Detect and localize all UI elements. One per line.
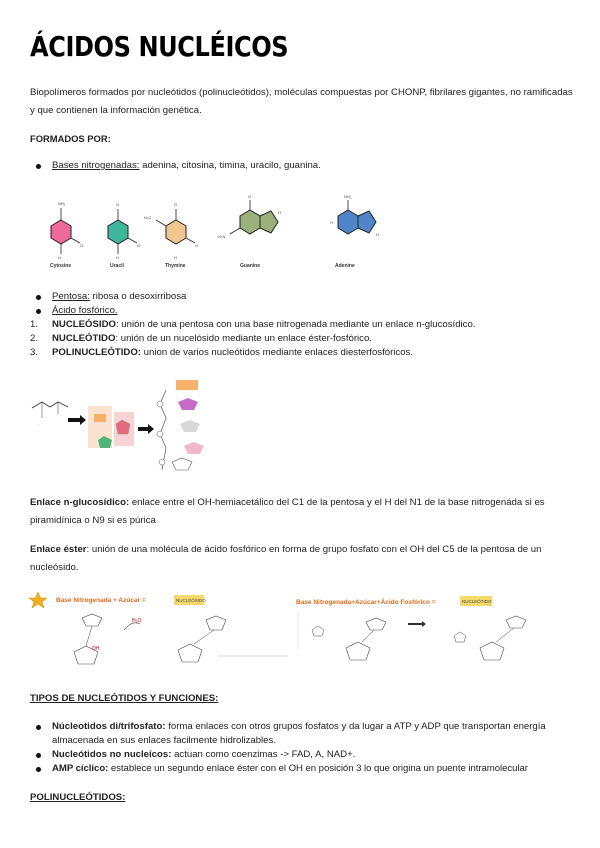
svg-text:O: O: [80, 243, 84, 248]
svg-text:H₃C: H₃C: [144, 215, 152, 220]
uracil-molecule: [108, 202, 140, 269]
nucleosido-tag: NUCLEÓSIDO: [176, 598, 206, 603]
page-title: ÁCIDOS NUCLÉICOS: [30, 30, 289, 63]
svg-text:NH₂: NH₂: [344, 194, 352, 199]
svg-text:O: O: [195, 243, 199, 248]
svg-text:O: O: [174, 202, 178, 207]
bases-label: Bases nitrogenadas:: [52, 160, 140, 171]
svg-text:NH₂: NH₂: [58, 201, 66, 206]
polynucleotide-chain: [157, 380, 204, 470]
pentosa-text: ribosa o desoxirribosa: [89, 291, 187, 302]
guanine-molecule: [218, 194, 281, 269]
bullet-icon: [36, 164, 41, 169]
glucosidico-paragraph: Enlace n-glucosídico: enlace entre el OH-hemiacetálico del C1 de la pentosa y el H del N1 de la base nitrogenáda si es piramidínica o N9 si es púrica: [30, 497, 545, 526]
svg-text:O: O: [137, 243, 141, 248]
adenine-molecule: [330, 194, 379, 269]
ester-paragraph: Enlace éster: unión de una molécula de ácido fosfórico en forma de grupo fosfato con el OH del C5 de la pentosa de un nucleósido.: [30, 544, 542, 573]
document-page: ÁCIDOS NUCLÉICOS Biopolímeros formados por nucleótidos (polinucleótidos), moléculas compuestas por CHONP, fibrilares gigantes, no ramificadas y que contienen la información genética. FORMADOS POR: Bases nitrogenadas: adenina, citosina, timina, uracilo, guanina. NH₂ O H Cytosine O O H Uracil O H₃C O H Thymine O H₂N H Guanine NH₂ H H Adenine Pentosa: ribosa o desoxirribosa Ácido fosfórico. 1. NUCLEÓSIDO: unión de una pentosa con una base nitrogenada mediante un enlace n-glucosídico. 2. NUCLEÓTIDO: unión de un nucelósido mediante un enlace éster-fosfórico. 3. POLINUCLEÓTIDO: union de varios nucleótidos mediante enlaces diesterfosfóricos. · Enlace n-glucosídico: enlace entre el OH-hemiacetálico del C1 de la pentosa y el H del N1 de la base nitrogenáda si es piramidínica o N9 si es púrica Enlace éster: unión de una molécula de ácido fosfórico en forma de grupo fosfato con el OH del C5 de la pentosa de un nucleósido. Base Nitrogenada + Azúcar = NUCLEÓSIDO OH H₂O Base Nitrogenada+Azúcar+Ácido Fosfórico = NUCLEÓTIDO TIPOS DE NUCLEÓTIDOS Y FUNCIONES: Núcleotidos di/trifosfato: forma enlaces con otros grupos fosfatos y da lugar a ATP y ADP que transportan energía almacenada en sus enlaces facilmente hidrolizables. Nucleótidos no nucleícos: actuan como coenzimas -> FAD, A, NAD+. AMP cíclico: establece un segundo enlace éster con el OH en posición 3 lo que origina un puente intramolecular POLINUCLEÓTIDOS:: [0, 0, 600, 848]
svg-text:H: H: [278, 210, 281, 215]
svg-text:O: O: [116, 202, 120, 207]
oh-label: OH: [92, 646, 100, 652]
tipos-heading: TIPOS DE NUCLEÓTIDOS Y FUNCIONES:: [30, 693, 219, 704]
left-reaction-structures: [74, 614, 288, 664]
thymine-molecule: [144, 202, 198, 269]
nucleotido-tag: NUCLEÓTIDO: [462, 599, 492, 604]
svg-text:H: H: [116, 255, 119, 260]
svg-text:H: H: [376, 232, 379, 237]
nucleotide-figure: [28, 374, 243, 484]
bullet-icon: [36, 295, 41, 300]
h2o-label: H₂O: [132, 618, 142, 624]
right-reaction-title: Base Nitrogenada+Azúcar+Ácido Fosfórico =: [296, 599, 436, 606]
svg-text:H: H: [174, 255, 177, 260]
cytosine-label: Cytosine: [50, 263, 72, 269]
uracil-label: Uracil: [110, 263, 124, 269]
pentosa-label: Pentosa:: [52, 291, 90, 302]
bullet-icon: [36, 753, 41, 758]
svg-text:·: ·: [38, 422, 40, 427]
thymine-label: Thymine: [165, 263, 186, 269]
svg-text:O: O: [248, 194, 252, 199]
left-reaction-title: Base Nitrogenada + Azúcar =: [56, 597, 146, 604]
arrow-icon: [68, 415, 86, 425]
svg-text:H₂N: H₂N: [218, 234, 226, 239]
acido-label: Ácido fosfórico.: [52, 305, 118, 316]
sugar-molecule-sketch: [32, 402, 68, 427]
right-reaction-structures: [298, 612, 526, 660]
cytosine-molecule: [50, 201, 83, 269]
arrow-icon: [408, 621, 426, 627]
bullet-icon: [36, 309, 41, 314]
bases-figure: [28, 190, 398, 272]
bullet-icon: [36, 767, 41, 772]
svg-text:H: H: [330, 220, 333, 225]
guanine-label: Guanine: [240, 263, 261, 269]
intro-paragraph: Biopolímeros formados por nucleótidos (polinucleótidos), moléculas compuestas por CHONP, fibrilares gigantes, no ramificadas y que contienen la información genética.: [30, 87, 573, 116]
formados-heading: FORMADOS POR:: [30, 133, 111, 144]
bullet-icon: [36, 725, 41, 730]
polinucleotidos-heading: POLINUCLEÓTIDOS:: [30, 792, 126, 803]
arrow-icon: [138, 424, 154, 434]
star-icon: [29, 592, 47, 608]
svg-text:H: H: [58, 255, 61, 260]
adenine-label: Adenine: [335, 263, 355, 269]
reaction-figure: [28, 590, 576, 680]
bases-text: adenina, citosina, timina, uracilo, guanina.: [139, 160, 321, 171]
